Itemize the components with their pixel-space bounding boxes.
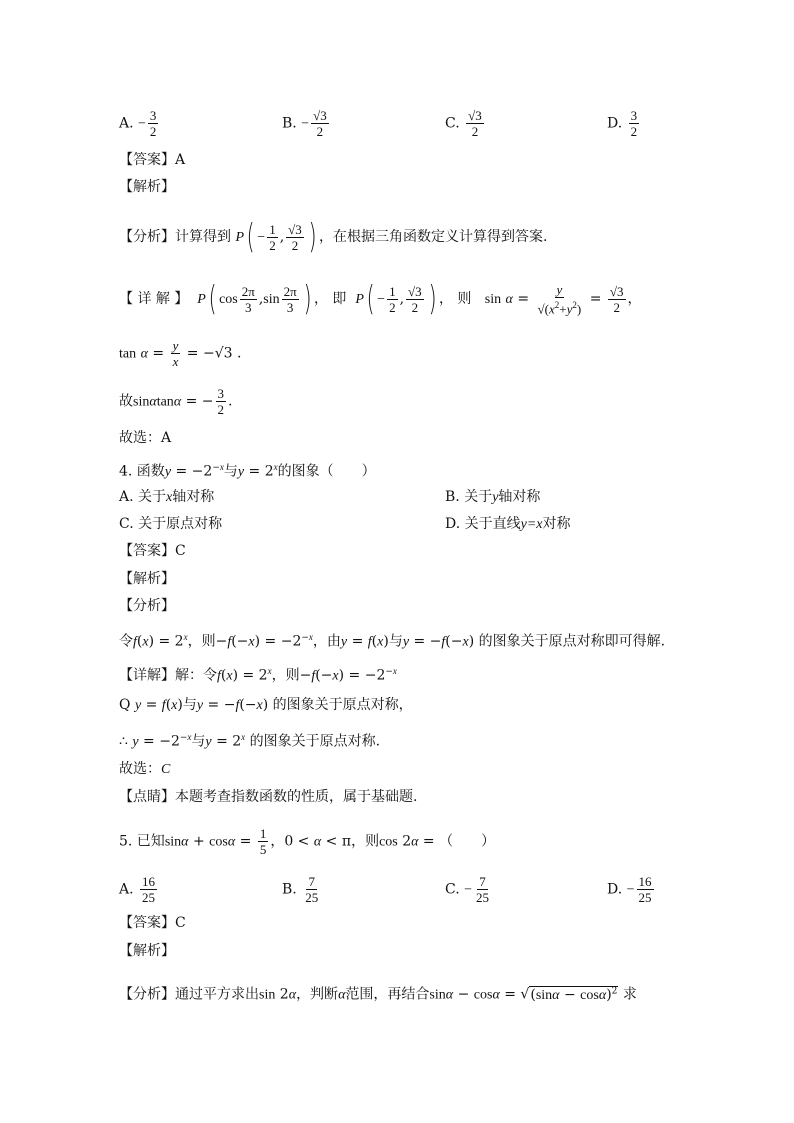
fenxi-text: ，由 [312, 633, 341, 650]
q5-analysis-heading: 【解析】 [119, 943, 175, 959]
q3-tan: tan α = $\frac{y}{x}$ = −√3 . [119, 338, 242, 369]
stem-text: ，则 [351, 833, 380, 850]
stem-text: 与 [223, 463, 238, 480]
option-text: 关于原点对称 [138, 516, 223, 532]
stem-text: 的图象（ ） [277, 463, 376, 480]
option-var: y=x [520, 517, 543, 532]
q3-answer: 【答案】A [119, 152, 186, 168]
option-text: 对称 [542, 516, 571, 532]
detail-tag: 【 详 解 】 [119, 291, 189, 308]
fenxi-tag: 【分析】 [119, 229, 175, 245]
denominator: 25 [476, 890, 490, 905]
q5-option-b [282, 874, 322, 905]
fenxi-tag: 【分析】 [119, 986, 175, 1003]
option-label: B. [282, 115, 297, 132]
detail-text: ，则 [271, 667, 300, 684]
numerator: 16 [142, 874, 156, 889]
option-text: 轴对称 [172, 489, 215, 505]
fenxi-text: ，则 [187, 633, 216, 650]
choose-text: 故选： [119, 761, 161, 777]
denominator: 2 [149, 124, 157, 139]
denominator: 25 [638, 890, 652, 905]
stem-text: 4. 函数 [119, 463, 165, 480]
q3-analysis-heading: 【解析】 [119, 179, 175, 195]
option-label: C. [119, 516, 134, 532]
option-fraction [637, 874, 654, 905]
q4-stem: 4. 函数$y = -2^{-x}$与$y = 2^x$的图象（ ） [119, 462, 376, 480]
option-label: A. [119, 489, 134, 505]
option-label: C. [445, 115, 460, 132]
option-fraction [148, 108, 159, 139]
q4-fenxi-heading: 【分析】 [119, 598, 175, 614]
option-sign: − [464, 882, 473, 898]
denominator: 2 [471, 124, 479, 139]
q4-option-a [119, 487, 214, 508]
q3-option-a [119, 108, 160, 139]
q4-choose [119, 759, 170, 780]
numerator: √3 [313, 108, 327, 123]
numerator: √3 [468, 108, 482, 123]
q3-option-c [445, 108, 486, 139]
option-sign: − [301, 116, 310, 132]
q5-option-c [445, 874, 493, 905]
option-fraction [311, 108, 329, 139]
fenxi-text: 求 [622, 986, 637, 1003]
option-label: D. [607, 881, 623, 898]
denominator: 25 [305, 890, 319, 905]
fenxi-text: ，判断 [296, 986, 339, 1003]
detail-text: 的图象关于原点对称. [249, 733, 381, 750]
denominator: 2 [316, 124, 324, 139]
fenxi-text: 范围，再结合 [345, 986, 430, 1003]
q4-therefore: ∴ $y = -2^{-x}$与$y = 2^x$ 的图象关于原点对称. [119, 732, 381, 750]
option-label: C. [445, 881, 460, 898]
conclusion-prefix: 故 [119, 393, 133, 410]
q4-option-d [445, 514, 571, 535]
q3-fenxi: 【分析】计算得到 P( − $\frac{1}{2}$ , $\frac{√3}{2}$ ) ，在根据三角函数定义计算得到答案. [119, 217, 548, 257]
option-label: D. [607, 115, 623, 132]
option-text: 关于直线 [464, 516, 521, 532]
option-label: A. [119, 115, 134, 132]
q5-option-a [119, 874, 159, 905]
fenxi-text: 的图象关于原点对称即可得解. [478, 633, 666, 650]
q4-option-b [445, 487, 540, 508]
option-var: y [492, 490, 499, 505]
detail-text: 与 [182, 697, 197, 713]
detail-text: ， 即 [313, 291, 347, 308]
q4-fenxi-body: 令$f(x) = 2^x$，则$-f(-x) = -2^{-x}$，由y = f(x)与y = −f(−x) 的图象关于原点对称即可得解. [119, 632, 666, 650]
detail-text: 与 [191, 733, 206, 750]
q3-detail: 【 详 解 】 P( cos $\frac{2\pi}{3}$ ,sin $\frac{2\pi}{3}$ ) ， 即 P( − $\frac{1}{2}$ , $\frac{√3}{2}$ ) ， 则 sin α = $\frac{y}{√(x^2+y^2)}$ = $\frac{√3}{2}$ ， [119, 279, 642, 320]
option-label: B. [282, 881, 297, 898]
q4-detail: 【详解】解：令$f(x) = 2^x$，则$-f(-x) = -2^{-x}$ [119, 666, 397, 684]
option-sign: − [138, 116, 146, 132]
denominator: 2 [630, 124, 638, 139]
q4-option-c [119, 514, 222, 534]
option-label: A. [119, 881, 134, 898]
option-text: 轴对称 [498, 489, 541, 505]
option-fraction [629, 108, 640, 139]
q3-conclusion: 故sinαtanα = − $\frac{3}{2}$ . [119, 386, 233, 417]
q3-choose: 故选：A [119, 430, 172, 446]
option-fraction [140, 874, 157, 905]
option-var: x [166, 490, 173, 505]
option-label: B. [445, 489, 460, 505]
q5-stem: 5. 已知sinα + cosα = $\frac{1}{5}$ ，0 < α < π，则cos 2α = （ ） [119, 826, 496, 857]
numerator: 7 [308, 874, 315, 889]
fenxi-text: 计算得到 [175, 229, 231, 245]
option-fraction [466, 108, 484, 139]
q5-answer: 【答案】C [119, 915, 186, 931]
q4-answer: 【答案】C [119, 543, 186, 559]
stem-text: （ ） [439, 833, 496, 850]
q3-option-b [282, 108, 331, 139]
stem-text: 5. 已知 [119, 833, 165, 850]
fenxi-text: 与 [388, 633, 403, 650]
q5-fenxi: 【分析】通过平方求出sin 2α，判断α范围，再结合$\sin\alpha - \cos\alpha = √(\sin\alpha - \cos\alpha)^2$ 求 [119, 986, 637, 1003]
q5-option-d [607, 874, 656, 905]
numerator: 16 [638, 874, 652, 889]
q3-option-d [607, 108, 641, 139]
fenxi-text: 令 [119, 633, 133, 650]
option-text: 关于 [464, 489, 493, 505]
option-label: D. [445, 516, 461, 532]
q4-q-line: Q y = f(x)与y = −f(−x) 的图象关于原点对称， [119, 697, 413, 713]
fenxi-text: 通过平方求出 [175, 986, 259, 1003]
option-text: 关于 [138, 489, 167, 505]
option-fraction [474, 874, 491, 905]
option-sign: − [626, 882, 635, 898]
numerator: 7 [479, 874, 486, 889]
option-fraction [303, 874, 320, 905]
q4-dianjing: 【点睛】本题考查指数函数的性质，属于基础题. [119, 789, 418, 805]
numerator: 3 [149, 108, 157, 123]
detail-text: ， 则 [438, 291, 472, 308]
detail-text: 的图象关于原点对称， [272, 697, 413, 713]
choose-value: C [161, 762, 171, 777]
fenxi-text: ，在根据三角函数定义计算得到答案. [319, 229, 548, 245]
numerator: 3 [630, 108, 638, 123]
q4-analysis-heading: 【解析】 [119, 571, 175, 587]
detail-tag: 【详解】解：令 [119, 667, 217, 684]
denominator: 25 [142, 890, 156, 905]
